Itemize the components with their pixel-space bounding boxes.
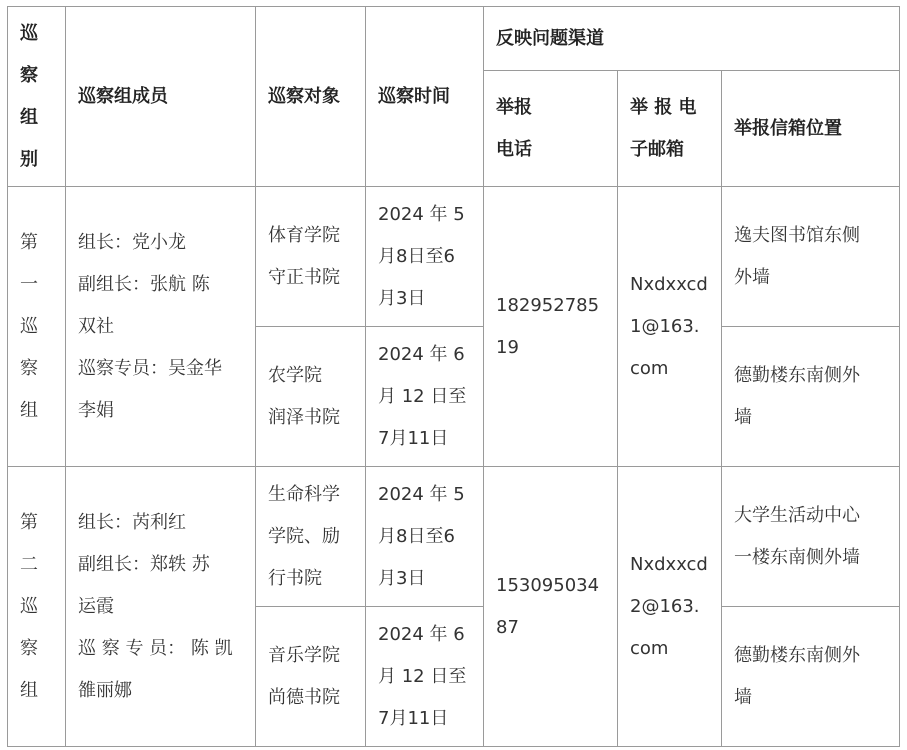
header-group-char: 组: [20, 106, 38, 128]
header-group-char: 别: [20, 148, 38, 170]
target-line: 生命科学: [268, 483, 340, 505]
mailbox-location: [722, 607, 900, 747]
email-line: Nxdxxcd: [630, 553, 708, 575]
group-name: [8, 187, 66, 467]
time-line: 2024 年 6: [378, 623, 465, 645]
mailbox-location: [722, 187, 900, 327]
group-name-char: 巡: [20, 315, 38, 337]
target-line: 体育学院: [268, 224, 340, 246]
time-line: 月3日: [378, 567, 426, 589]
mailbox-line: 外墙: [734, 266, 770, 288]
email-line: 1@163.: [630, 315, 700, 337]
table-row: [8, 467, 900, 607]
target-line: 润泽书院: [268, 406, 340, 428]
phone-line: 153095034: [496, 574, 600, 596]
header-time: 巡察时间: [366, 7, 484, 187]
email-line: com: [630, 357, 669, 379]
time-line: 7月11日: [378, 427, 449, 449]
target-line: 守正书院: [268, 266, 340, 288]
mailbox-line: 一楼东南侧外墙: [734, 546, 860, 568]
member-line: 运霞: [78, 595, 114, 617]
header-mailbox: 举报信箱位置: [722, 71, 900, 187]
target-name: [256, 187, 366, 327]
group-name-char: 组: [20, 679, 38, 701]
mailbox-line: 墙: [734, 406, 752, 428]
member-line: 巡 察 专 员： 陈 凯: [78, 637, 233, 659]
email-line: Nxdxxcd: [630, 273, 708, 295]
inspection-time: [366, 327, 484, 467]
mailbox-location: [722, 467, 900, 607]
header-email-line: 子邮箱: [630, 138, 684, 160]
report-phone: [484, 467, 618, 747]
phone-line: 87: [496, 616, 519, 638]
inspection-table: [7, 6, 900, 747]
report-email: [618, 187, 722, 467]
member-line: 组长：芮利红: [78, 511, 186, 533]
target-line: 行书院: [268, 567, 322, 589]
mailbox-line: 大学生活动中心: [734, 504, 860, 526]
email-line: com: [630, 637, 669, 659]
inspection-time: [366, 467, 484, 607]
group-name-char: 察: [20, 357, 38, 379]
time-line: 2024 年 6: [378, 343, 465, 365]
group-name-char: 一: [20, 273, 38, 295]
group-name-char: 第: [20, 511, 38, 533]
member-line: 副组长：郑轶 苏: [78, 553, 210, 575]
group-members: [66, 187, 256, 467]
group-name-char: 巡: [20, 595, 38, 617]
header-channels: 反映问题渠道: [484, 7, 900, 71]
time-line: 月8日至6: [378, 525, 455, 547]
header-email-line: 举 报 电: [630, 96, 697, 118]
target-line: 学院、励: [268, 525, 340, 547]
target-name: [256, 467, 366, 607]
target-line: 农学院: [268, 364, 322, 386]
member-line: 副组长：张航 陈: [78, 273, 210, 295]
header-target: 巡察对象: [256, 7, 366, 187]
header-email: [618, 71, 722, 187]
report-email: [618, 467, 722, 747]
target-name: [256, 327, 366, 467]
time-line: 月 12 日至: [378, 385, 467, 407]
time-line: 月3日: [378, 287, 426, 309]
member-line: 雒丽娜: [78, 679, 132, 701]
mailbox-line: 逸夫图书馆东侧: [734, 224, 860, 246]
target-name: [256, 607, 366, 747]
report-phone: [484, 187, 618, 467]
mailbox-location: [722, 327, 900, 467]
table-row: [8, 187, 900, 327]
time-line: 7月11日: [378, 707, 449, 729]
header-phone-line: 电话: [496, 138, 532, 160]
member-line: 双社: [78, 315, 114, 337]
header-phone: [484, 71, 618, 187]
group-name-char: 二: [20, 553, 38, 575]
mailbox-line: 墙: [734, 686, 752, 708]
phone-line: 182952785: [496, 294, 600, 316]
time-line: 月8日至6: [378, 245, 455, 267]
mailbox-line: 德勤楼东南侧外: [734, 644, 860, 666]
member-line: 组长：党小龙: [78, 231, 186, 253]
email-line: 2@163.: [630, 595, 700, 617]
target-line: 音乐学院: [268, 644, 340, 666]
time-line: 月 12 日至: [378, 665, 467, 687]
inspection-time: [366, 607, 484, 747]
member-line: 巡察专员：吴金华: [78, 357, 222, 379]
group-name-char: 察: [20, 637, 38, 659]
mailbox-line: 德勤楼东南侧外: [734, 364, 860, 386]
time-line: 2024 年 5: [378, 203, 465, 225]
member-line: 李娟: [78, 399, 114, 421]
header-members: 巡察组成员: [66, 7, 256, 187]
group-name-char: 组: [20, 399, 38, 421]
group-members: [66, 467, 256, 747]
target-line: 尚德书院: [268, 686, 340, 708]
header-group: [8, 7, 66, 187]
header-group-char: 巡: [20, 22, 38, 44]
inspection-time: [366, 187, 484, 327]
header-phone-line: 举报: [496, 96, 532, 118]
header-group-char: 察: [20, 64, 38, 86]
group-name-char: 第: [20, 231, 38, 253]
time-line: 2024 年 5: [378, 483, 465, 505]
phone-line: 19: [496, 336, 519, 358]
group-name: [8, 467, 66, 747]
